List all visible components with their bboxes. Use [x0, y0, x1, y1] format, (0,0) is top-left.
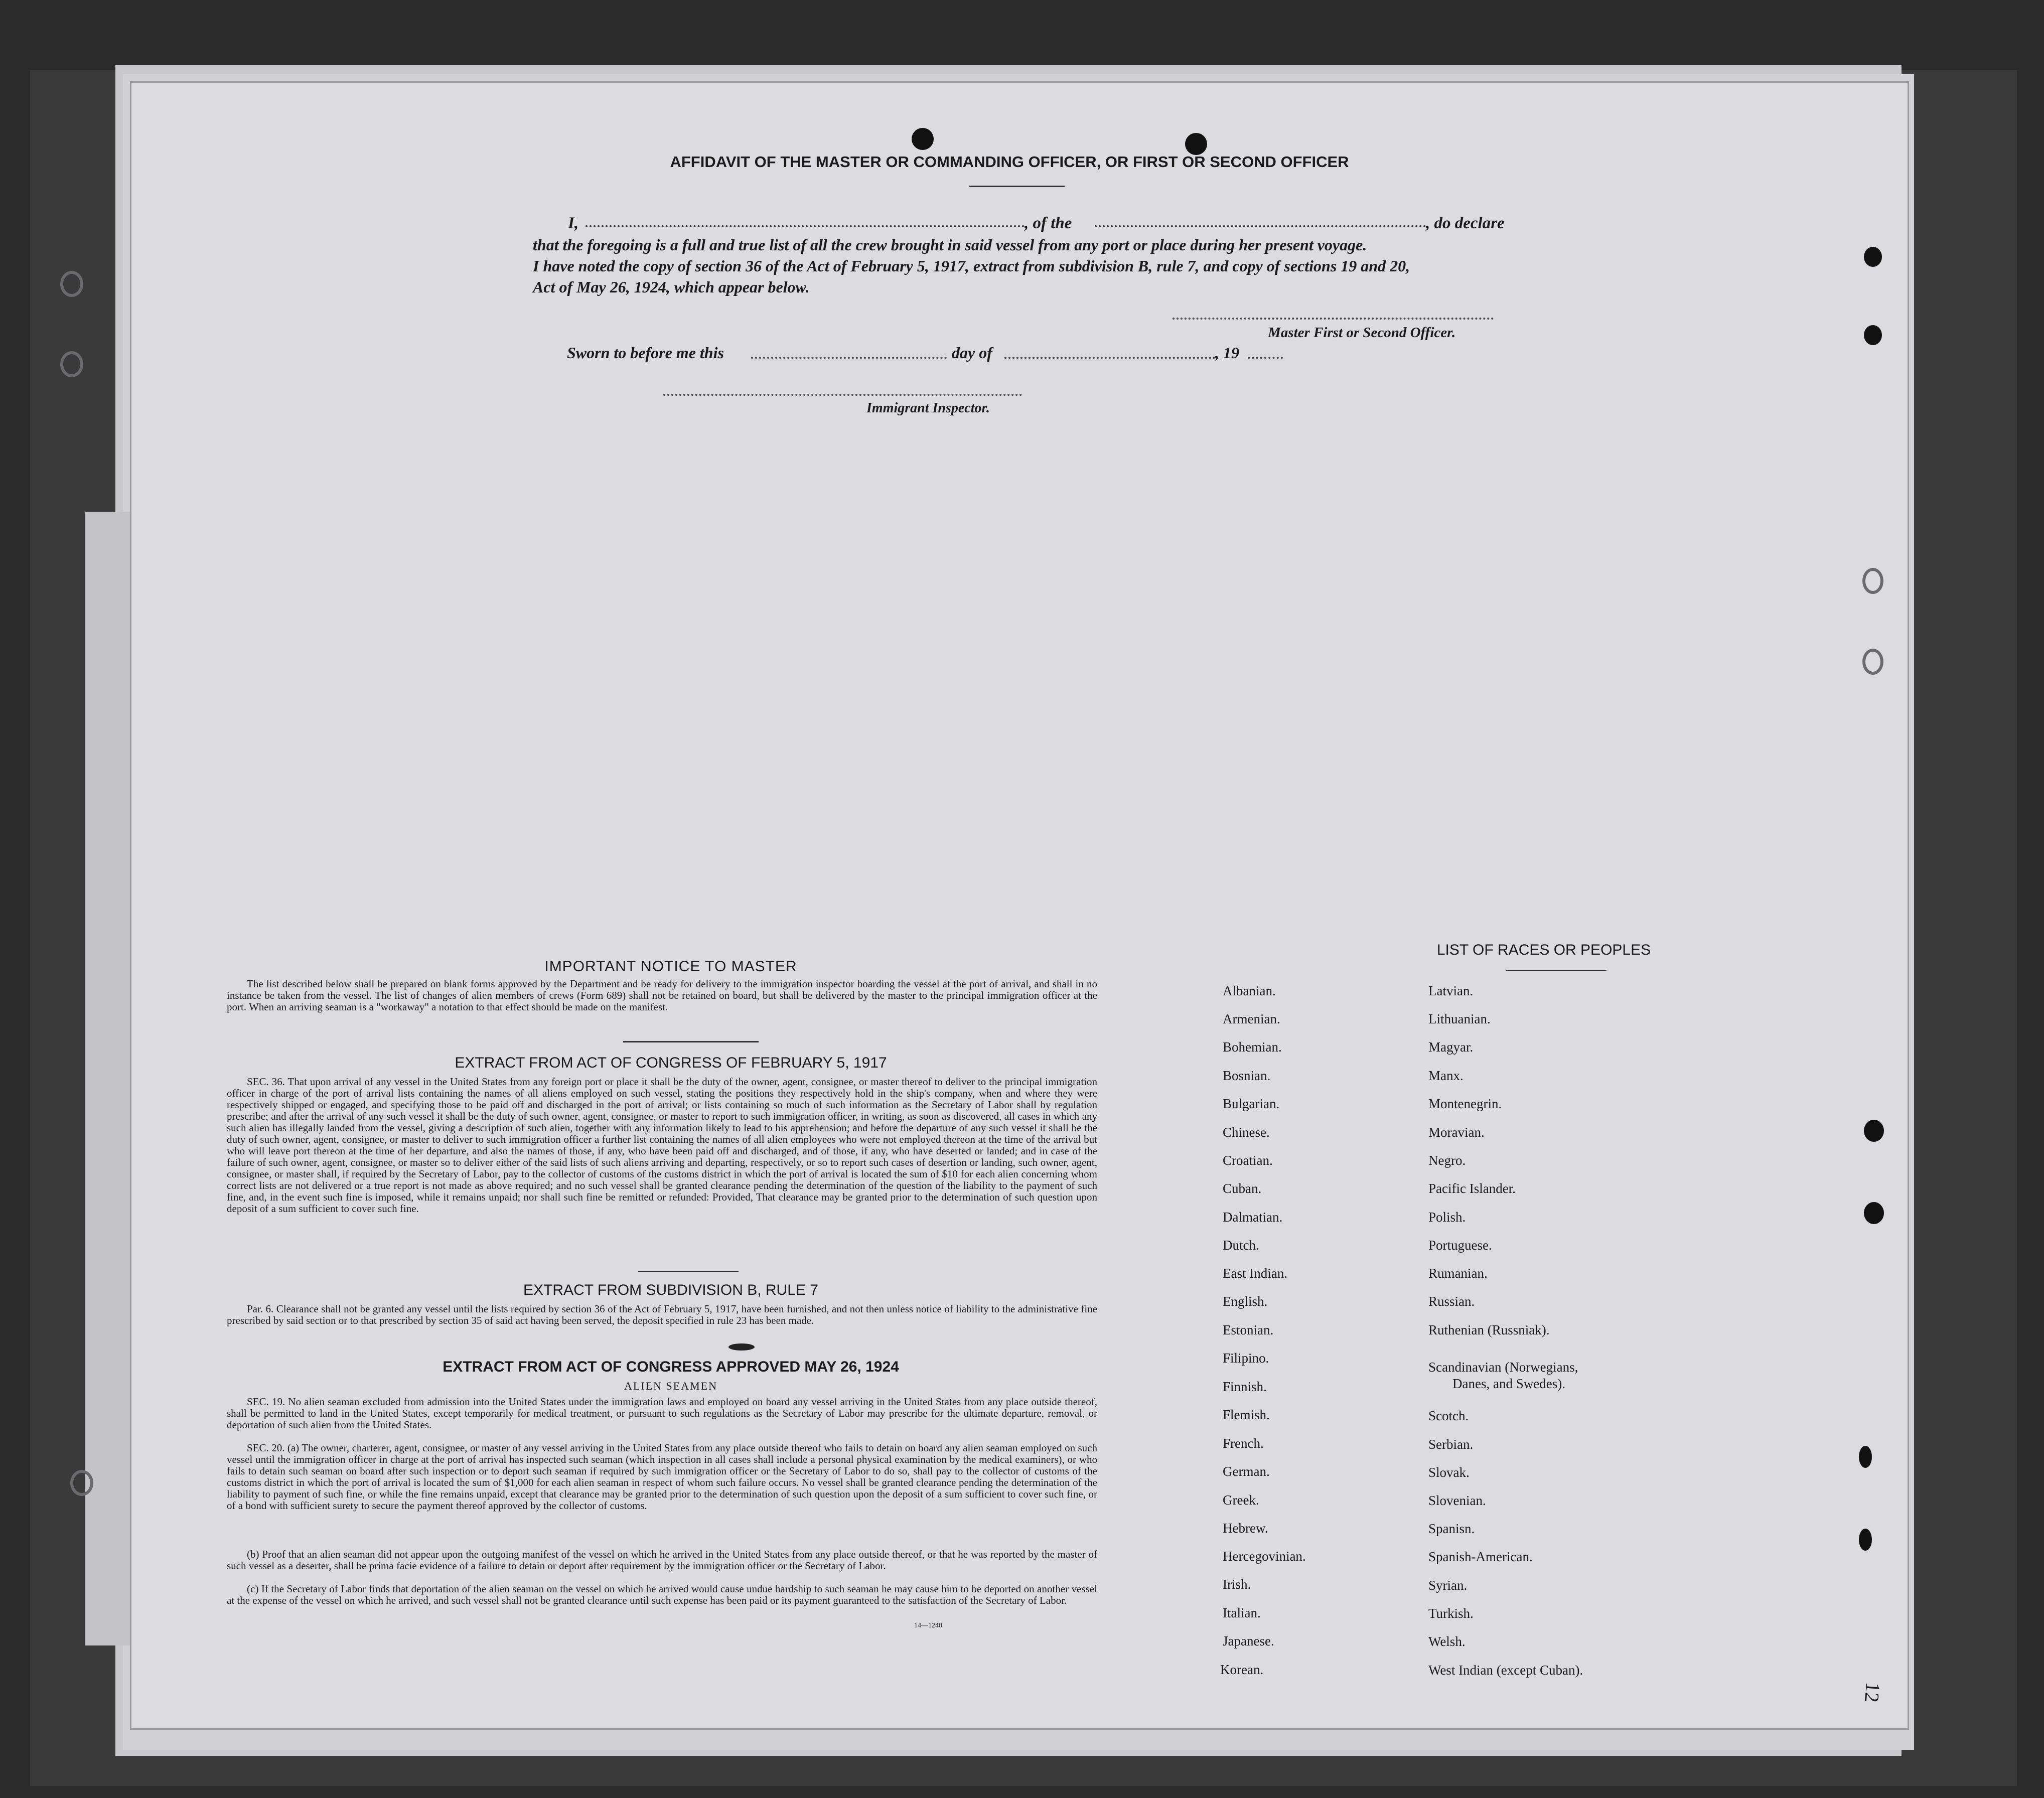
race-item: Ruthenian (Russniak).	[1428, 1322, 1550, 1337]
race-item: Slovenian.	[1428, 1493, 1486, 1508]
race-item: Slovak.	[1428, 1465, 1470, 1480]
race-item: Portuguese.	[1428, 1238, 1492, 1253]
section-divider	[638, 1271, 739, 1272]
race-item: Cuban.	[1223, 1181, 1262, 1196]
race-item: Spanish-American.	[1428, 1549, 1533, 1564]
race-item: Japanese.	[1223, 1633, 1274, 1649]
race-item: Irish.	[1223, 1577, 1251, 1592]
race-item: East Indian.	[1223, 1266, 1287, 1281]
race-item: Magyar.	[1428, 1039, 1474, 1055]
title-divider	[969, 186, 1065, 187]
inspector-signature-label: Immigrant Inspector.	[866, 400, 990, 416]
race-item: Rumanian.	[1428, 1266, 1488, 1281]
race-item: Serbian.	[1428, 1437, 1474, 1452]
ornament-icon	[728, 1343, 755, 1351]
race-item: Hercegovinian.	[1223, 1549, 1306, 1564]
race-item: Estonian.	[1223, 1322, 1274, 1337]
vessel-field	[1095, 225, 1426, 227]
inspector-signature-line	[663, 394, 1022, 396]
binder-hole	[1859, 1446, 1872, 1468]
affidavit-line4: Act of May 26, 1924, which appear below.	[533, 278, 810, 296]
races-title: LIST OF RACES OR PEOPLES	[1436, 942, 1651, 958]
race-item: Polish.	[1428, 1210, 1466, 1225]
race-item: Bohemian.	[1223, 1039, 1282, 1055]
race-item: Negro.	[1428, 1153, 1466, 1168]
race-item: Armenian.	[1223, 1011, 1280, 1026]
race-item: Hebrew.	[1223, 1521, 1268, 1536]
sec20a-text: SEC. 20. (a) The owner, charterer, agent, consignee, or master of any vessel arriving in the United States from any place outside thereof who fails to detain on board any alien seaman employed on such vessel until the immigration officer in charge at the port of arrival has inspected such seaman (which inspection in all cases shall include a personal physical examination by the medical examiners), or who fails to detain such seaman on board after such inspection or to deport such seaman if required by such immigration officer or the Secretary of Labor to do so, shall pay to the collector of customs of the customs district in which the port of arrival is located the sum of $1,000 for each alien seaman in respect of whom such failure occurs. No vessel shall be granted clearance pending the determination of the liability to payment of such fine, or while the fine remains unpaid, except that clearance may be granted prior to the determination of such question upon the deposit of a sum sufficient to cover such fine, or of a bond with sufficient surety to secure the payment thereof approved by the collector of customs.	[227, 1442, 1097, 1512]
race-item: Danes, and Swedes).	[1452, 1376, 1565, 1391]
race-item: Dalmatian.	[1223, 1210, 1283, 1225]
race-item: West Indian (except Cuban).	[1428, 1663, 1583, 1678]
race-item: Filipino.	[1223, 1351, 1269, 1366]
affidavit-line2: that the foregoing is a full and true list of all the crew brought in said vessel from any port or place during her present voyage.	[533, 236, 1367, 254]
race-item: Syrian.	[1428, 1578, 1468, 1593]
binder-hole	[1864, 1202, 1884, 1224]
binder-hole	[1864, 325, 1882, 345]
races-divider	[1506, 970, 1607, 971]
master-signature-label: Master First or Second Officer.	[1268, 325, 1456, 341]
document-page	[131, 83, 1908, 1728]
binder-hole	[1864, 247, 1882, 267]
subdiv-b-text: Par. 6. Clearance shall not be granted any vessel until the lists required by section 36 of the Act of February 5, 1917, have been furnished, and not then unless notice of liability to the administrative fine prescribed by said section or to that prescribed by section 35 of said act having been served, the deposit specified in rule 23 has been made.	[227, 1303, 1097, 1326]
race-item: Scandinavian (Norwegians,	[1428, 1360, 1578, 1375]
name-field	[586, 225, 1025, 227]
master-signature-line	[1173, 318, 1494, 320]
race-item: Bulgarian.	[1223, 1096, 1280, 1111]
sworn-month-field	[1004, 357, 1215, 359]
race-item: English.	[1223, 1294, 1268, 1309]
race-item: Croatian.	[1223, 1153, 1273, 1168]
race-item: Turkish.	[1428, 1606, 1474, 1621]
race-item: French.	[1223, 1436, 1264, 1451]
race-item: Spanisn.	[1428, 1521, 1475, 1536]
day-of-label: day of	[952, 344, 992, 362]
affidavit-i: I,	[568, 214, 579, 232]
sworn-year-field	[1248, 357, 1283, 359]
extract-1917-title: EXTRACT FROM ACT OF CONGRESS OF FEBRUARY 5, 1917	[455, 1055, 887, 1071]
race-item: Dutch.	[1223, 1238, 1259, 1253]
section-divider	[623, 1041, 759, 1042]
sec20b-text: (b) Proof that an alien seaman did not appear upon the outgoing manifest of the vessel on which he arrived in the United States from any place outside thereof, or that he was reported by the master of such vessel as a deserter, shall be prima facie evidence of a failure to detain or deport after requirement by the immigration officer or the Secretary of Labor.	[227, 1548, 1097, 1572]
binder-hole	[60, 271, 83, 297]
affidavit-title: AFFIDAVIT OF THE MASTER OR COMMANDING OFFICER, OR FIRST OR SECOND OFFICER	[670, 153, 1349, 171]
binder-hole	[1862, 649, 1883, 675]
notice-text: The list described below shall be prepared on blank forms approved by the Department and be ready for delivery to the immigration inspector boarding the vessel at the port of arrival, and shall in no instance be taken from the vessel. The list of changes of alien members of crews (Form 689) shall not be retained on board, but shall be delivered by the master to the principal immigration officer at the port. When an arriving seaman is a "workaway" a notation to that effect should be made on the manifest.	[227, 978, 1097, 1013]
race-item: Russian.	[1428, 1294, 1475, 1309]
race-item: Finnish.	[1223, 1379, 1267, 1394]
race-item: Albanian.	[1223, 983, 1276, 998]
extract-1924-subtitle: ALIEN SEAMEN	[624, 1380, 717, 1392]
race-item: Chinese.	[1223, 1125, 1270, 1140]
race-item: Flemish.	[1223, 1407, 1270, 1422]
notice-title: IMPORTANT NOTICE TO MASTER	[544, 958, 797, 975]
sec19-text: SEC. 19. No alien seaman excluded from admission into the United States under the immigration laws and employed on board any vessel arriving in the United States from any place outside thereof, shall be permitted to land in the United States, except temporarily for medical treatment, or pursuant to such regulations as the Secretary of Labor may prescribe for the ultimate departure, removal, or deportation of such alien from the United States.	[227, 1396, 1097, 1431]
race-item: Lithuanian.	[1428, 1011, 1491, 1026]
extract-1924-title: EXTRACT FROM ACT OF CONGRESS APPROVED MAY 26, 1924	[443, 1359, 899, 1375]
binder-hole	[1862, 568, 1883, 594]
race-item: Latvian.	[1428, 983, 1474, 998]
extract-1917-text: SEC. 36. That upon arrival of any vessel in the United States from any foreign port or place it shall be the duty of the owner, agent, consignee, or master thereof to deliver to the principal immigration officer in charge of the port of arrival lists containing the names of all aliens employed on such vessel, stating the positions they respectively hold in the ship's company, when and where they were respectively shipped or engaged, and specifying those to be paid off and discharged in the port of arrival; or lists containing so much of such information as the Secretary of Labor shall by regulation prescribe; and after the arrival of any such vessel it shall be the duty of such owner, agent, consignee, or master to report to such immigration officer, in writing, as soon as discovered, all cases in which any such alien has illegally landed from the vessel, giving a description of such alien, together with any information likely to lead to his apprehension; and before the departure of any such vessel it shall be the duty of such owner, agent, consignee, or master to deliver to such immigration officer a further list containing the names of all alien employees who were not employed thereon at the time of the arrival but who will leave port thereon at the time of her departure, and also the names of those, if any, who have been paid off and discharged, and of those, if any, who have deserted or landed; and in case of the failure of such owner, agent, consignee, or master so to deliver either of the said lists of such aliens arriving and departing, respectively, or so to report such cases of desertion or landing, such owner, agent, consignee, or master shall, if required by the Secretary of Labor, pay to the collector of customs of the customs district in which the port of arrival is located the sum of $10 for each alien concerning whom correct lists are not delivered or a true report is not made as above required; and no such vessel shall be granted clearance pending the determination of the question of the liability to the payment of such fine, and, in the event such fine is imposed, while it remains unpaid; nor shall such fine be remitted or refunded: Provided, That clearance may be granted prior to the determination of such question upon deposit of a sum sufficient to cover such fine.	[227, 1076, 1097, 1215]
punch-hole	[1185, 133, 1207, 155]
race-item: Bosnian.	[1223, 1068, 1271, 1083]
binder-hole	[1864, 1120, 1884, 1142]
affidavit-declare: , do declare	[1426, 214, 1505, 232]
race-item: Moravian.	[1428, 1125, 1485, 1140]
race-item: Pacific Islander.	[1428, 1181, 1516, 1196]
affidavit-of-the: , of the	[1025, 214, 1072, 232]
binder-hole	[70, 1470, 93, 1496]
sec20c-text: (c) If the Secretary of Labor finds that deportation of the alien seaman on the vessel on which he arrived would cause undue hardship to such seaman he may cause him to be deported on another vessel at the expense of the vessel on which he arrived, and such vessel shall not be granted clearance until such expense has been paid or its payment guaranteed to the satisfaction of the Secretary of Labor.	[227, 1583, 1097, 1606]
sworn-day-field	[751, 357, 947, 359]
race-item: Greek.	[1223, 1492, 1259, 1508]
binder-hole	[60, 351, 83, 377]
race-item: Manx.	[1428, 1068, 1464, 1083]
year-label: , 19	[1215, 344, 1239, 362]
margin-mark: 12	[1860, 1681, 1885, 1704]
punch-hole	[912, 128, 934, 150]
race-item: Welsh.	[1428, 1634, 1466, 1649]
race-item: Italian.	[1223, 1605, 1261, 1620]
race-item: Montenegrin.	[1428, 1096, 1502, 1111]
race-item: Korean.	[1220, 1662, 1264, 1677]
sworn-label: Sworn to before me this	[567, 344, 724, 362]
binder-hole	[1859, 1529, 1872, 1551]
form-number: 14—1240	[914, 1622, 942, 1629]
race-item: German.	[1223, 1464, 1270, 1479]
affidavit-line3: I have noted the copy of section 36 of the Act of February 5, 1917, extract from subdivision B, rule 7, and copy of sections 19 and 20,	[533, 257, 1410, 275]
race-item: Scotch.	[1428, 1408, 1469, 1423]
subdiv-b-title: EXTRACT FROM SUBDIVISION B, RULE 7	[523, 1282, 818, 1298]
